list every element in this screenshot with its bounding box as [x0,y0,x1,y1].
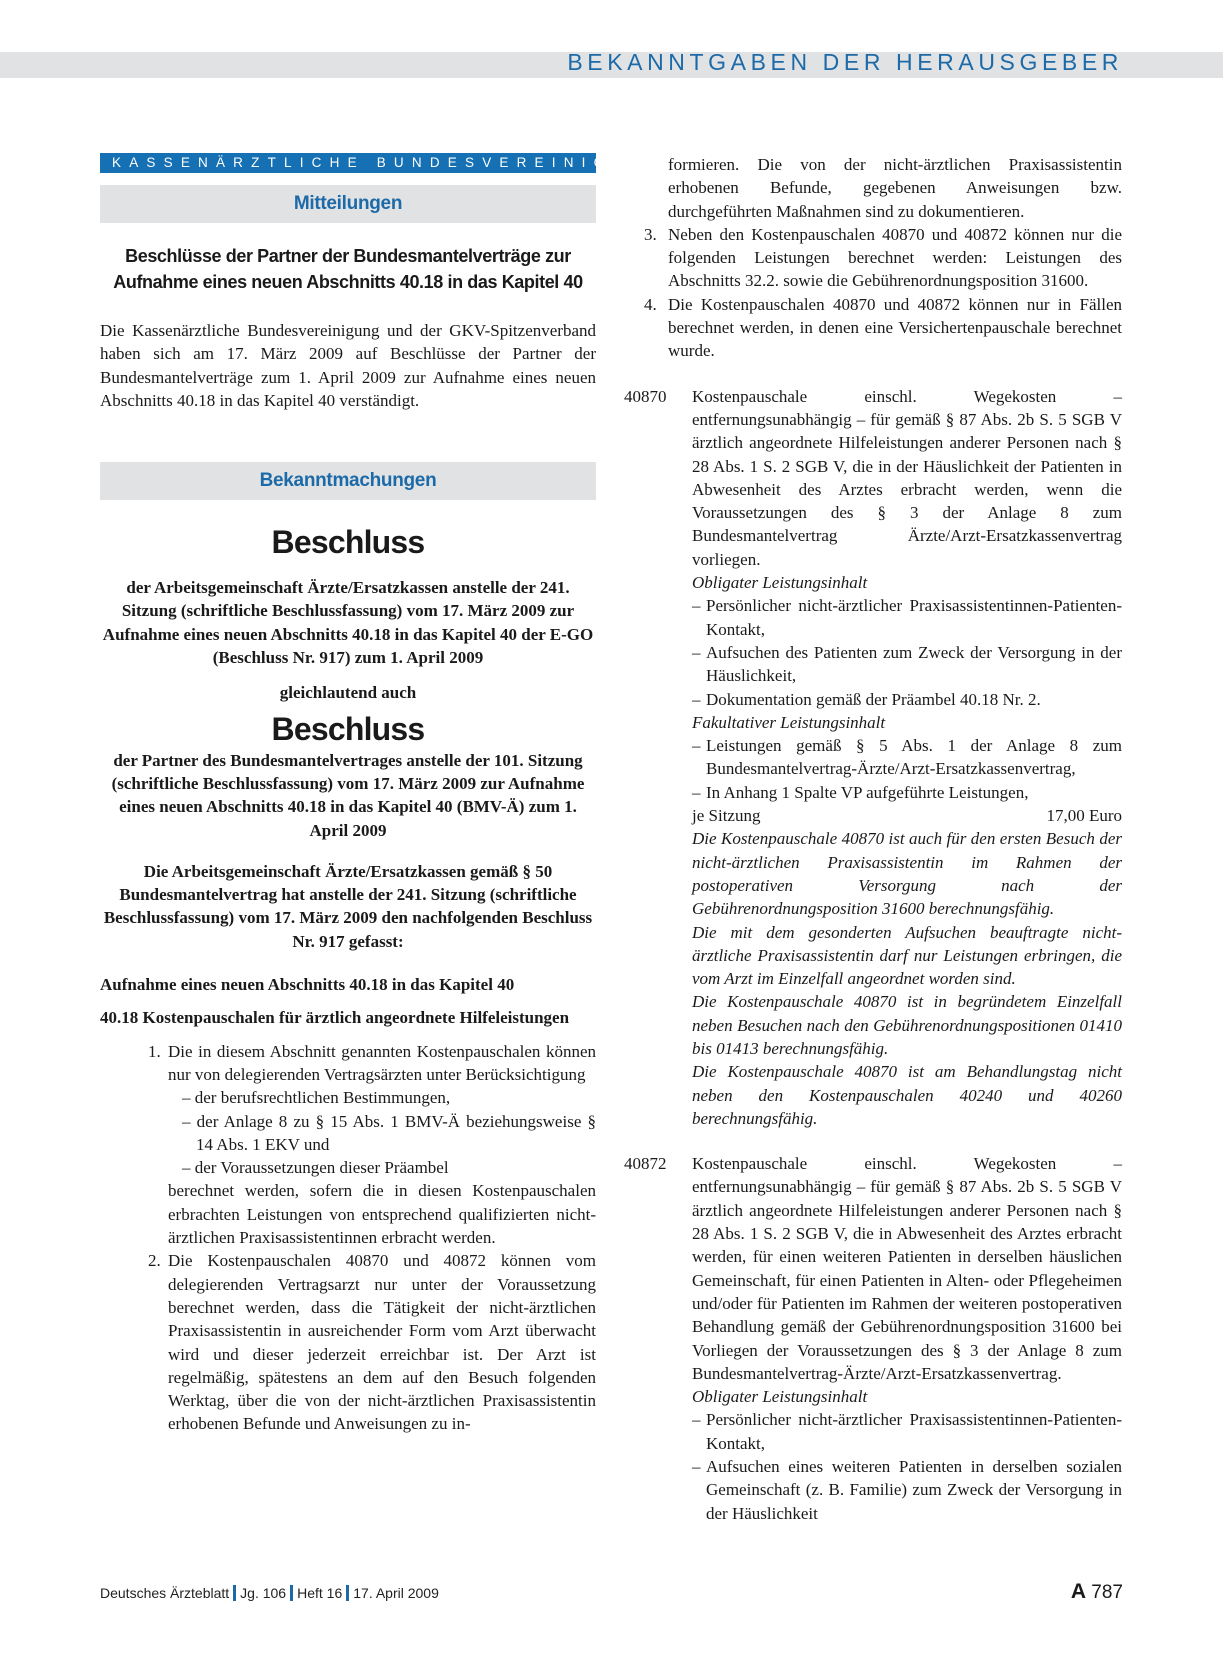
dash-item: – der Voraussetzungen dieser Präambel [182,1158,449,1178]
price-label: je Sitzung [692,806,761,826]
section-title: BEKANNTGABEN DER HERAUSGEBER [567,49,1123,75]
numbered-list [100,1040,596,1436]
footer [100,1585,439,1601]
journal-date: 17. April 2009 [353,1585,439,1601]
obligatory-label: Obligater Leistungsinhalt [692,1387,868,1407]
dash-item-text: der Anlage 8 zu § 15 Abs. 1 BMV-Ä beziehungsweise § 14 Abs. 1 EKV und [196,1111,597,1154]
list-item [100,1249,596,1435]
aufnahme-heading: Aufnahme eines neuen Abschnitts 40.18 in das Kapitel 40 [100,975,515,995]
dash-item: – Persönlicher nicht-ärztlicher Praxisassistentinnen-Patienten-Kontakt, [692,1408,1122,1455]
note: Die Kostenpauschale 40870 ist auch für den ersten Besuch der nicht-ärztlichen Praxisassistentin im Rahmen der postoperativen Versorgung nach der Gebührenordnungsposition 31600 berechnungsfähig. [692,829,1122,919]
journal-name: Deutsches Ärzteblatt [100,1585,230,1601]
gop-description: Kostenpauschale einschl. Wegekosten – entfernungsunabhängig – für gemäß § 87 Abs. 2b S. 5 SGB V ärztlich angeordnete Hilfeleistungen anderer Personen nach § 28 Abs. 1 S. 2 SGB V, die in der Häuslichkeit der Patienten in Abwesenheit des Arztes erbracht werden, wenn die Voraussetzungen des § 3 der Anlage 8 zum Bundesmantelvertrag Ärzte/Arzt-Ersatzkassenvertrag vorliegen. [692,386,1122,569]
dash-item-text: der berufsrechtlichen Bestimmungen, [194,1088,451,1108]
list-item-text: Neben den Kostenpauschalen 40870 und 40872 können nur die folgenden Leistungen berechnet werden: Leistungen des Abschnitts 32.2. sowie die Gebührenordnungsposition 31600. [668,224,1122,291]
gop-entry [624,385,1122,1131]
journal-volume: Jg. 106 [240,1585,287,1601]
dash-item-text: Aufsuchen des Patienten zum Zweck der Versorgung in der Häuslichkeit, [706,642,1122,686]
dash-item-text: der Voraussetzungen dieser Präambel [194,1158,449,1178]
journal-issue: Heft 16 [297,1585,343,1601]
dash-item-text: Persönlicher nicht-ärztlicher Praxisassistentinnen-Patienten-Kontakt, [706,596,1122,639]
mitteilungen-heading: Mitteilungen [100,185,596,223]
dash-item-text: In Anhang 1 Spalte VP aufgeführte Leistungen, [706,782,1029,802]
dash-item-text: Aufsuchen eines weiteren Patienten in derselben sozialen Gemeinschaft (z. B. Familie) zum Zweck der Versorgung in der Häuslichkeit [706,1457,1122,1523]
gop-code: 40870 [624,386,667,406]
dash-item: – der berufsrechtlichen Bestimmungen, [182,1088,451,1108]
page-number [1071,1580,1123,1604]
list-item-text: Die in diesem Abschnitt genannten Kostenpauschalen können nur von delegierenden Vertragsärzten unter Berücksichtigung [168,1041,596,1084]
beschluss-title: Beschluss [271,524,425,561]
list-item-continuation: formieren. Die von der nicht-ärztlichen Praxisassistentin erhobenen Befunde, gegebenen Anweisungen bzw. durchgeführten Maßnahmen sind zu dokumentieren. [668,155,1122,221]
list-marker: 2. [148,1251,161,1271]
page-value: 787 [1091,1582,1123,1603]
dash-item: – Aufsuchen eines weiteren Patienten in derselben sozialen Gemeinschaft (z. B. Familie) zum Zweck der Versorgung in der Häuslichkeit [692,1455,1122,1525]
dash-item-text: Dokumentation gemäß der Präambel 40.18 Nr. 2. [706,689,1041,709]
agreement-paragraph: Die Arbeitsgemeinschaft Ärzte/Ersatzkassen gemäß § 50 Bundesmantelvertrag hat anstelle der 241. Sitzung (schriftliche Beschlussfassung) vom 17. März 2009 den nachfolgenden Beschluss Nr. 917 gefasst: [103,861,593,951]
footer-separator [346,1585,349,1601]
list-item-text: Die Kostenpauschalen 40870 und 40872 können vom delegierenden Vertragsarzt nur unter der Voraussetzung berechnet werden, dass die Tätigkeit der nicht-ärztlichen Praxisassistentin in ausreichender Form vom Arzt überwacht wird und dieser jederzeit erreichbar ist. Der Arzt ist regelmäßig, spätestens an dem auf den Besuch folgenden Werktag, über die von der nicht-ärztlichen Praxisassistentin erhobenen Befunde und Anweisungen zu in- [168,1251,596,1434]
article-title: Beschlüsse der Partner der Bundesmantelverträge zur Aufnahme eines neuen Abschnitts 40.18 in das Kapitel 40 [113,246,583,292]
lead-paragraph: Die Kassenärztliche Bundesvereinigung und der GKV-Spitzenverband haben sich am 17. März 2009 auf Beschlüsse der Partner der Bundesmantelverträge zum 1. April 2009 zur Aufnahme eines neuen Abschnitts 40.18 in das Kapitel 40 verständigt. [100,321,596,410]
dash-item: – Leistungen gemäß § 5 Abs. 1 der Anlage 8 zum Bundesmantelvertrag-Ärzte/Arzt-Ersatzkassenvertrag, [692,734,1122,781]
beschluss-subtitle: der Arbeitsgemeinschaft Ärzte/Ersatzkassen anstelle der 241. Sitzung (schriftliche Beschlussfassung) vom 17. März 2009 zur Aufnahme eines neuen Abschnitts 40.18 in das Kapitel 40 der E-GO (Beschluss Nr. 917) zum 1. April 2009 [102,578,594,668]
list-item [624,293,1122,363]
list-item-text: Die Kostenpauschalen 40870 und 40872 können nur in Fällen berechnet werden, in denen eine Versichertenpauschale berechnet wurde. [668,294,1122,361]
note: Die Kostenpauschale 40870 ist in begründetem Einzelfall neben Besuchen nach den Gebührenordnungspositionen 01410 bis 01413 berechnungsfähig. [692,992,1122,1058]
left-column [100,153,667,1436]
org-banner: KASSENÄRZTLICHE BUNDESVEREINIGUNG [100,153,596,173]
footer-separator [233,1585,236,1601]
list-item [624,223,1122,293]
list-marker: 3. [644,224,657,244]
dash-item: – Aufsuchen des Patienten zum Zweck der Versorgung in der Häuslichkeit, [692,641,1122,688]
section-heading: 40.18 Kostenpauschalen für ärztlich angeordnete Hilfeleistungen [100,1008,570,1028]
gop-entry [624,1152,1122,1525]
dash-item-text: Persönlicher nicht-ärztlicher Praxisassistentinnen-Patienten-Kontakt, [706,1410,1122,1453]
optional-label: Fakultativer Leistungsinhalt [692,712,886,732]
list-marker: 4. [644,294,657,314]
list-marker: 1. [148,1041,161,1061]
list-item-tail: berechnet werden, sofern die in diesen Kostenpauschalen erbrachten Leistungen von entsprechend qualifizierten nicht-ärztlichen Praxisassistentinnen erbracht werden. [168,1181,596,1248]
gop-code: 40872 [624,1154,667,1174]
dash-item: – Dokumentation gemäß der Präambel 40.18 Nr. 2. [692,688,1122,711]
dash-item-text: Leistungen gemäß § 5 Abs. 1 der Anlage 8 zum Bundesmantelvertrag-Ärzte/Arzt-Ersatzkassenvertrag, [706,736,1122,779]
gop-description: Kostenpauschale einschl. Wegekosten – entfernungsunabhängig – für gemäß § 87 Abs. 2b S. 5 SGB V ärztlich angeordnete Hilfeleistungen anderer Personen nach § 28 Abs. 1 S. 2 SGB V, die in Abwesenheit des Arztes erbracht werden, für einen weiteren Patienten in derselben häuslichen Gemeinschaft, für einen Patienten in Alten- oder Pflegeheimen und/oder für Patienten im Rahmen der weiteren postoperativen Behandlung gemäß der Gebührenordnungsposition 31600 bei Vorliegen der Voraussetzungen des § 3 der Anlage 8 zum Bundesmantelvertrag-Ärzte/Arzt-Ersatzkassenvertrag. [692,1154,1122,1383]
price-row [692,804,1122,827]
beschluss-title: Beschluss [271,710,425,747]
dash-item: – Persönlicher nicht-ärztlicher Praxisassistentinnen-Patienten-Kontakt, [692,594,1122,641]
page-prefix: A [1070,1580,1087,1603]
obligatory-label: Obligater Leistungsinhalt [692,573,868,593]
footer-separator [290,1585,293,1601]
gleichlautend-note: gleichlautend auch [279,683,417,703]
right-column [624,153,1122,1525]
price-value: 17,00 Euro [1046,806,1122,826]
note: Die Kostenpauschale 40870 ist am Behandlungstag nicht neben den Kostenpauschalen 40240 und 40260 berechnungsfähig. [692,1062,1122,1128]
list-item [100,1040,596,1250]
beschluss-subtitle: der Partner des Bundesmantelvertrages anstelle der 101. Sitzung (schriftliche Beschlussfassung) vom 17. März 2009 zur Aufnahme eines neuen Abschnitts 40.18 in das Kapitel 40 (BMV-Ä) zum 1. April 2009 [111,750,585,840]
dash-item: – In Anhang 1 Spalte VP aufgeführte Leistungen, [692,781,1122,804]
dash-item: – der Anlage 8 zu § 15 Abs. 1 BMV-Ä beziehungsweise § 14 Abs. 1 EKV und [182,1111,597,1154]
note: Die mit dem gesonderten Aufsuchen beauftragte nicht-ärztliche Praxisassistentin darf nur Leistungen erbringen, die vom Arzt im Einzelfall angeordnet worden sind. [692,922,1122,989]
bekanntmachungen-heading: Bekanntmachungen [100,462,596,500]
